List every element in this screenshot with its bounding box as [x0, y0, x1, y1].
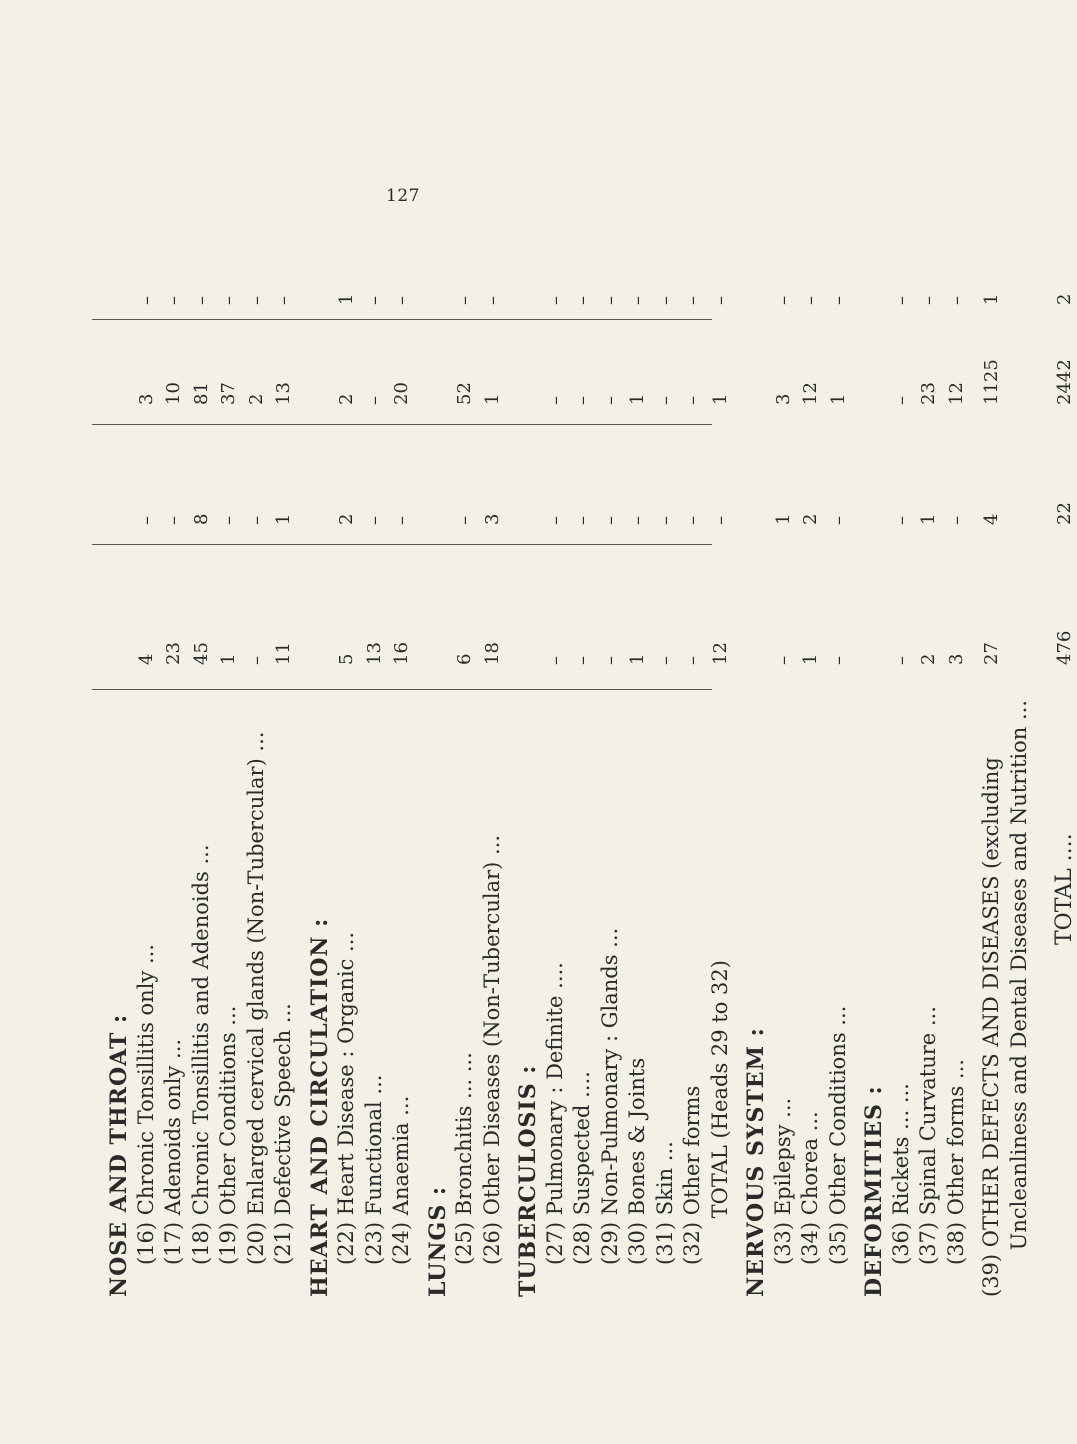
value-cell: 1 [627, 393, 648, 405]
value-cell: – [827, 656, 849, 665]
row-number: (19) [216, 1221, 240, 1265]
value-cell: – [135, 296, 157, 305]
row-label [362, 1075, 386, 1265]
row-number: (35) [825, 1221, 850, 1265]
value-cell: 13 [273, 382, 294, 405]
value-cell: 1 [627, 653, 648, 665]
value-cell: – [572, 396, 593, 405]
column-divider [92, 544, 712, 545]
column-divider [92, 424, 712, 425]
section-title: DEFORMITIES : [861, 1085, 887, 1297]
row-label [653, 1141, 677, 1265]
row-text: Other forms [680, 1085, 704, 1222]
row-text: Bones & Joints [625, 1057, 649, 1222]
value-cell: 13 [363, 642, 385, 665]
row-text: Other forms ... [943, 1059, 968, 1222]
row-text: Epilepsy ... [770, 1097, 795, 1222]
row-number: (21) [271, 1221, 295, 1265]
row-text: Functional ... [361, 1074, 386, 1222]
value-cell: 3 [135, 393, 157, 405]
row-label [708, 960, 732, 1265]
value-cell: – [772, 656, 794, 665]
value-cell: – [709, 516, 731, 525]
row-text: Adenoids only ... [161, 1038, 185, 1222]
row-text: Anaemia ... [389, 1095, 413, 1222]
value-cell: – [544, 296, 566, 305]
row-label [389, 1096, 413, 1265]
value-cell: 2 [245, 393, 267, 405]
value-cell: 4 [135, 653, 157, 665]
value-cell: 45 [190, 642, 212, 665]
value-cell: 3 [945, 653, 967, 665]
row-label [1007, 700, 1031, 1297]
row-label [771, 1098, 795, 1265]
row-label [452, 1052, 476, 1265]
row-number: (18) [188, 1221, 213, 1265]
value-cell: – [544, 396, 566, 405]
row-label [244, 732, 268, 1265]
value-cell: – [945, 516, 967, 525]
value-cell: – [190, 296, 212, 305]
value-cell: 27 [981, 642, 1002, 665]
value-cell: 3 [481, 513, 503, 525]
value-cell: 11 [273, 642, 294, 665]
row-label [480, 835, 504, 1265]
row-text: Defective Speech ... [271, 1003, 295, 1222]
value-cell: – [599, 396, 621, 405]
value-cell: 1 [336, 293, 357, 305]
row-text: Heart Disease : Organic ... [334, 931, 358, 1222]
value-cell: – [654, 516, 676, 525]
value-cell: 12 [709, 642, 731, 665]
value-cell: 1 [218, 653, 239, 665]
section-title: TUBERCULOSIS : [515, 1064, 541, 1297]
value-cell: – [800, 296, 821, 305]
value-cell: – [599, 656, 621, 665]
value-cell: – [890, 656, 912, 665]
section-title: NOSE AND THROAT : [106, 1013, 132, 1297]
row-number: (25) [452, 1221, 476, 1265]
value-cell: – [682, 516, 703, 525]
total-label: TOTAL .... [1052, 833, 1077, 945]
row-label [944, 1059, 968, 1265]
row-label [216, 1006, 240, 1265]
value-cell: – [572, 296, 593, 305]
value-cell: 23 [918, 382, 939, 405]
statistics-table [100, 265, 1077, 1305]
value-cell: 8 [190, 513, 212, 525]
row-number: (32) [680, 1221, 704, 1265]
row-number: (22) [334, 1221, 358, 1265]
value-cell: 23 [163, 642, 184, 665]
value-cell: – [827, 516, 849, 525]
row-number: (20) [243, 1221, 268, 1265]
total-cell: 2442 [1054, 359, 1075, 405]
value-cell: – [627, 296, 648, 305]
value-cell: – [391, 516, 412, 525]
value-cell: – [454, 516, 475, 525]
value-cell: – [890, 516, 912, 525]
row-number: (39) [979, 1253, 1003, 1297]
row-number: (16) [133, 1221, 158, 1265]
value-cell: – [245, 516, 267, 525]
row-text: Suspected .... [570, 1071, 594, 1222]
value-cell: 2 [336, 393, 357, 405]
value-cell: – [572, 516, 593, 525]
row-text: Bronchitis ... ... [452, 1052, 476, 1222]
value-cell: – [245, 296, 267, 305]
value-cell: – [481, 296, 503, 305]
value-cell: – [654, 296, 676, 305]
value-cell: – [218, 516, 239, 525]
value-cell: – [544, 516, 566, 525]
row-number: (31) [652, 1221, 677, 1265]
row-label [598, 928, 622, 1265]
value-cell: – [572, 656, 593, 665]
section-title: NERVOUS SYSTEM : [743, 1027, 769, 1297]
value-cell: – [682, 296, 703, 305]
value-cell: 1 [918, 513, 939, 525]
value-cell: 16 [391, 642, 412, 665]
page-number: 127 [386, 186, 420, 206]
row-number: (34) [798, 1221, 822, 1265]
row-text: Skin ... [652, 1141, 677, 1222]
value-cell: 12 [945, 382, 967, 405]
row-number: (17) [161, 1221, 185, 1265]
row-text: Chorea ... [798, 1111, 822, 1222]
row-text: Enlarged cervical glands (Non-Tubercular) ... [243, 731, 268, 1222]
row-label [625, 1058, 649, 1265]
row-label [916, 1006, 940, 1265]
value-cell: 2 [918, 653, 939, 665]
value-cell: 18 [481, 642, 503, 665]
column-divider [92, 319, 712, 320]
row-label [134, 944, 158, 1265]
value-cell: – [890, 296, 912, 305]
row-number: (23) [361, 1221, 386, 1265]
row-text: Chronic Tonsillitis only ... [133, 944, 158, 1222]
value-cell: – [363, 396, 385, 405]
value-cell: – [772, 296, 794, 305]
row-label [680, 1086, 704, 1265]
value-cell: – [454, 296, 475, 305]
value-cell: 52 [454, 382, 475, 405]
row-number: (29) [597, 1221, 622, 1265]
row-number: (30) [625, 1221, 649, 1265]
value-cell: 37 [218, 382, 239, 405]
row-text: OTHER DEFECTS AND DISEASES (excluding [979, 757, 1003, 1254]
value-cell: – [599, 296, 621, 305]
row-label [979, 757, 1003, 1297]
total-cell: 22 [1054, 502, 1075, 525]
row-text: Other Conditions ... [825, 1005, 850, 1222]
value-cell: 2 [336, 513, 357, 525]
value-cell: 1 [800, 653, 821, 665]
value-cell: 1125 [981, 359, 1002, 405]
row-label [889, 1083, 913, 1265]
value-cell: 20 [391, 382, 412, 405]
row-label [543, 962, 567, 1265]
total-cell: 476 [1054, 630, 1075, 665]
row-text: Other Diseases (Non-Tubercular) ... [479, 834, 504, 1222]
value-cell: – [163, 516, 184, 525]
value-cell: 12 [800, 382, 821, 405]
value-cell: – [273, 296, 294, 305]
value-cell: 1 [772, 513, 794, 525]
value-cell: 5 [336, 653, 357, 665]
row-label [271, 1003, 295, 1265]
row-label [189, 844, 213, 1265]
value-cell: – [363, 516, 385, 525]
value-cell: – [391, 296, 412, 305]
row-number: (24) [389, 1221, 413, 1265]
row-label [161, 1039, 185, 1265]
row-label [826, 1006, 850, 1265]
row-label [798, 1111, 822, 1265]
value-cell: – [682, 396, 703, 405]
value-cell: – [654, 656, 676, 665]
row-label [334, 932, 358, 1265]
value-cell: 4 [981, 513, 1002, 525]
value-cell: – [627, 516, 648, 525]
row-text: Spinal Curvature ... [916, 1006, 940, 1222]
row-text: Rickets ... ... [888, 1083, 913, 1222]
row-text: TOTAL (Heads 29 to 32) [707, 960, 732, 1225]
total-cell: 2 [1054, 293, 1075, 305]
row-text: Uncleanliness and Dental Diseases and Nutrition ... [1006, 700, 1031, 1257]
value-cell: 10 [163, 382, 184, 405]
value-cell: – [709, 296, 731, 305]
row-text: Pulmonary : Definite .... [542, 962, 567, 1222]
value-cell: – [163, 296, 184, 305]
value-cell: – [890, 396, 912, 405]
row-number: (37) [916, 1221, 940, 1265]
row-number: (26) [479, 1221, 504, 1265]
value-cell: 1 [709, 393, 731, 405]
value-cell: – [363, 296, 385, 305]
value-cell: – [918, 296, 939, 305]
value-cell: – [599, 516, 621, 525]
section-title: LUNGS : [424, 1185, 451, 1297]
row-number: (27) [542, 1221, 567, 1265]
row-text: Other Conditions ... [216, 1005, 240, 1222]
row-number: (28) [570, 1221, 594, 1265]
value-cell: – [218, 296, 239, 305]
value-cell: 1 [981, 293, 1002, 305]
value-cell: – [654, 396, 676, 405]
value-cell: 81 [190, 382, 212, 405]
row-text: Non-Pulmonary : Glands ... [597, 927, 622, 1222]
value-cell: – [827, 296, 849, 305]
row-text: Chronic Tonsillitis and Adenoids ... [188, 844, 213, 1222]
value-cell: – [544, 656, 566, 665]
row-number: (36) [888, 1221, 913, 1265]
value-cell: 6 [454, 653, 475, 665]
value-cell: – [135, 516, 157, 525]
column-divider [92, 689, 712, 690]
value-cell: 2 [800, 513, 821, 525]
row-label [570, 1071, 594, 1265]
value-cell: 1 [481, 393, 503, 405]
row-number: (33) [770, 1221, 795, 1265]
value-cell: 3 [772, 393, 794, 405]
row-number: (38) [943, 1221, 968, 1265]
value-cell: 1 [273, 513, 294, 525]
value-cell: – [945, 296, 967, 305]
value-cell: 1 [827, 393, 849, 405]
section-title: HEART AND CIRCULATION : [306, 917, 333, 1297]
value-cell: – [245, 656, 267, 665]
value-cell: – [682, 656, 703, 665]
